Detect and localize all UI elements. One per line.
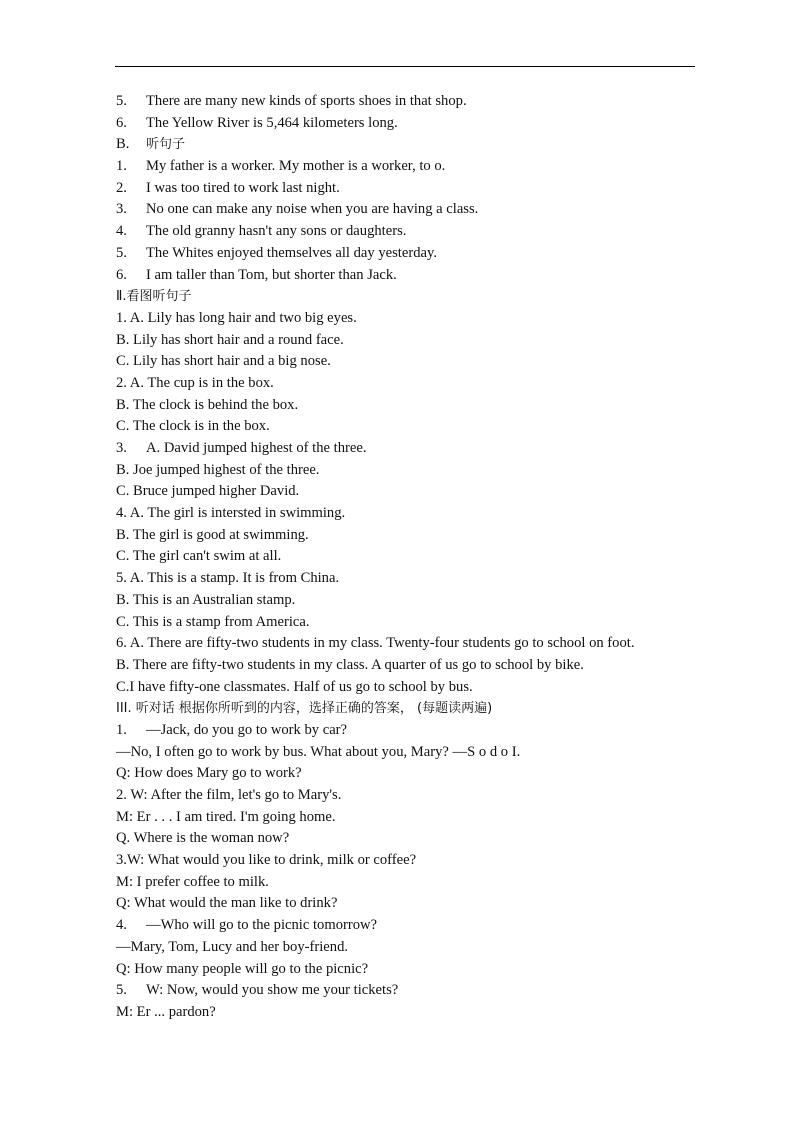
line-number: 5.: [116, 244, 127, 261]
line-text: Q. Where is the woman now?: [116, 830, 290, 847]
line-text: 4. A. The girl is intersted in swimming.: [116, 505, 346, 522]
line-text: My father is a worker. My mother is a worker, to o.: [146, 158, 446, 175]
line-text: B. The girl is good at swimming.: [116, 526, 309, 543]
text-line: [116, 351, 694, 373]
text-line: [116, 330, 694, 352]
line-text: M: Er . . . I am tired. I'm going home.: [116, 808, 336, 825]
text-line: [116, 113, 694, 135]
line-number: 1.: [116, 158, 127, 175]
text-line: [116, 828, 694, 850]
line-number: 5.: [116, 982, 127, 999]
line-number: 6.: [116, 114, 127, 131]
text-line: [116, 481, 694, 503]
text-line: [116, 416, 694, 438]
line-text: I was too tired to work last night.: [146, 179, 340, 196]
text-line: [116, 503, 694, 525]
line-number: 6.: [116, 266, 127, 283]
text-line: [116, 872, 694, 894]
text-line: [116, 156, 694, 178]
line-text: —No, I often go to work by bus. What about you, Mary? —S o d o I.: [116, 743, 521, 760]
text-line: [116, 807, 694, 829]
text-line: [116, 178, 694, 200]
line-text: C. Lily has short hair and a big nose.: [116, 353, 331, 370]
line-text: Q: How many people will go to the picnic?: [116, 960, 369, 977]
line-text: 2. W: After the film, let's go to Mary's.: [116, 787, 342, 804]
text-line: [116, 525, 694, 547]
line-text: Q: How does Mary go to work?: [116, 765, 302, 782]
text-line: [116, 915, 694, 937]
line-text: Ⅱ.看图听句子: [116, 289, 192, 305]
text-line: [116, 763, 694, 785]
text-line: [116, 221, 694, 243]
text-line: [116, 850, 694, 872]
text-line: [116, 134, 694, 156]
line-text: B. This is an Australian stamp.: [116, 591, 296, 608]
line-number: 4.: [116, 917, 127, 934]
line-text: The Whites enjoyed themselves all day yesterday.: [146, 244, 437, 261]
line-text: W: Now, would you show me your tickets?: [146, 982, 399, 999]
line-text: M: I prefer coffee to milk.: [116, 873, 269, 890]
line-text: There are many new kinds of sports shoes in that shop.: [146, 93, 467, 109]
text-line: [116, 590, 694, 612]
line-text: —Who will go to the picnic tomorrow?: [146, 917, 378, 934]
line-text: —Mary, Tom, Lucy and her boy-friend.: [116, 938, 349, 955]
document-body: [116, 91, 694, 1024]
text-line: [116, 265, 694, 287]
line-text: III. 听对话 根据你所听到的内容，选择正确的答案， (每题读两遍): [116, 701, 493, 717]
line-text: M: Er ... pardon?: [116, 1003, 216, 1020]
text-line: [116, 199, 694, 221]
text-line: [116, 677, 694, 699]
line-text: C. Bruce jumped higher David.: [116, 483, 300, 500]
line-text: B. The clock is behind the box.: [116, 396, 299, 413]
text-line: [116, 959, 694, 981]
text-line: [116, 395, 694, 417]
text-line: [116, 893, 694, 915]
line-number: 2.: [116, 179, 127, 196]
text-line: [116, 633, 694, 655]
line-text: 3.W: What would you like to drink, milk or coffee?: [116, 852, 417, 869]
line-text: C. The girl can't swim at all.: [116, 548, 282, 565]
text-line: [116, 286, 694, 308]
line-text: I am taller than Tom, but shorter than Jack.: [146, 266, 397, 283]
text-line: [116, 937, 694, 959]
text-line: [116, 91, 694, 113]
line-number: 3.: [116, 201, 127, 218]
line-number: 1.: [116, 721, 127, 738]
line-text: 6. A. There are fifty-two students in my class. Twenty-four students go to school on foot.: [116, 635, 635, 652]
line-text: —Jack, do you go to work by car?: [146, 721, 348, 738]
text-line: [116, 568, 694, 590]
line-number: 5.: [116, 93, 127, 109]
text-line: [116, 742, 694, 764]
line-text: C. The clock is in the box.: [116, 418, 270, 435]
text-line: [116, 785, 694, 807]
line-number: 3.: [116, 440, 127, 456]
line-number: B.: [116, 136, 130, 153]
text-line: [116, 546, 694, 568]
line-text: 听句子: [146, 137, 186, 153]
text-line: [116, 308, 694, 330]
line-text: B. There are fifty-two students in my class. A quarter of us go to school by bike.: [116, 656, 584, 673]
text-line: [116, 373, 694, 395]
text-line: [116, 1002, 694, 1024]
line-text: B. Joe jumped highest of the three.: [116, 461, 320, 478]
line-text: C.I have fifty-one classmates. Half of us go to school by bus.: [116, 678, 473, 695]
line-text: 2. A. The cup is in the box.: [116, 374, 274, 391]
line-text: The old granny hasn't any sons or daughters.: [146, 223, 407, 240]
text-line: [116, 980, 694, 1002]
text-line: [116, 698, 694, 720]
line-text: B. Lily has short hair and a round face.: [116, 331, 344, 348]
text-line: [116, 460, 694, 482]
header-rule: [115, 66, 695, 67]
text-line: [116, 243, 694, 265]
text-line: [116, 655, 694, 677]
line-text: No one can make any noise when you are having a class.: [146, 201, 479, 218]
line-text: C. This is a stamp from America.: [116, 613, 310, 630]
line-text: 5. A. This is a stamp. It is from China.: [116, 570, 340, 587]
line-text: The Yellow River is 5,464 kilometers long.: [146, 114, 398, 131]
text-line: [116, 438, 694, 460]
line-text: A. David jumped highest of the three.: [146, 440, 367, 456]
text-line: [116, 612, 694, 634]
line-text: 1. A. Lily has long hair and two big eyes.: [116, 309, 357, 326]
line-number: 4.: [116, 223, 127, 240]
text-line: [116, 720, 694, 742]
line-text: Q: What would the man like to drink?: [116, 895, 338, 912]
